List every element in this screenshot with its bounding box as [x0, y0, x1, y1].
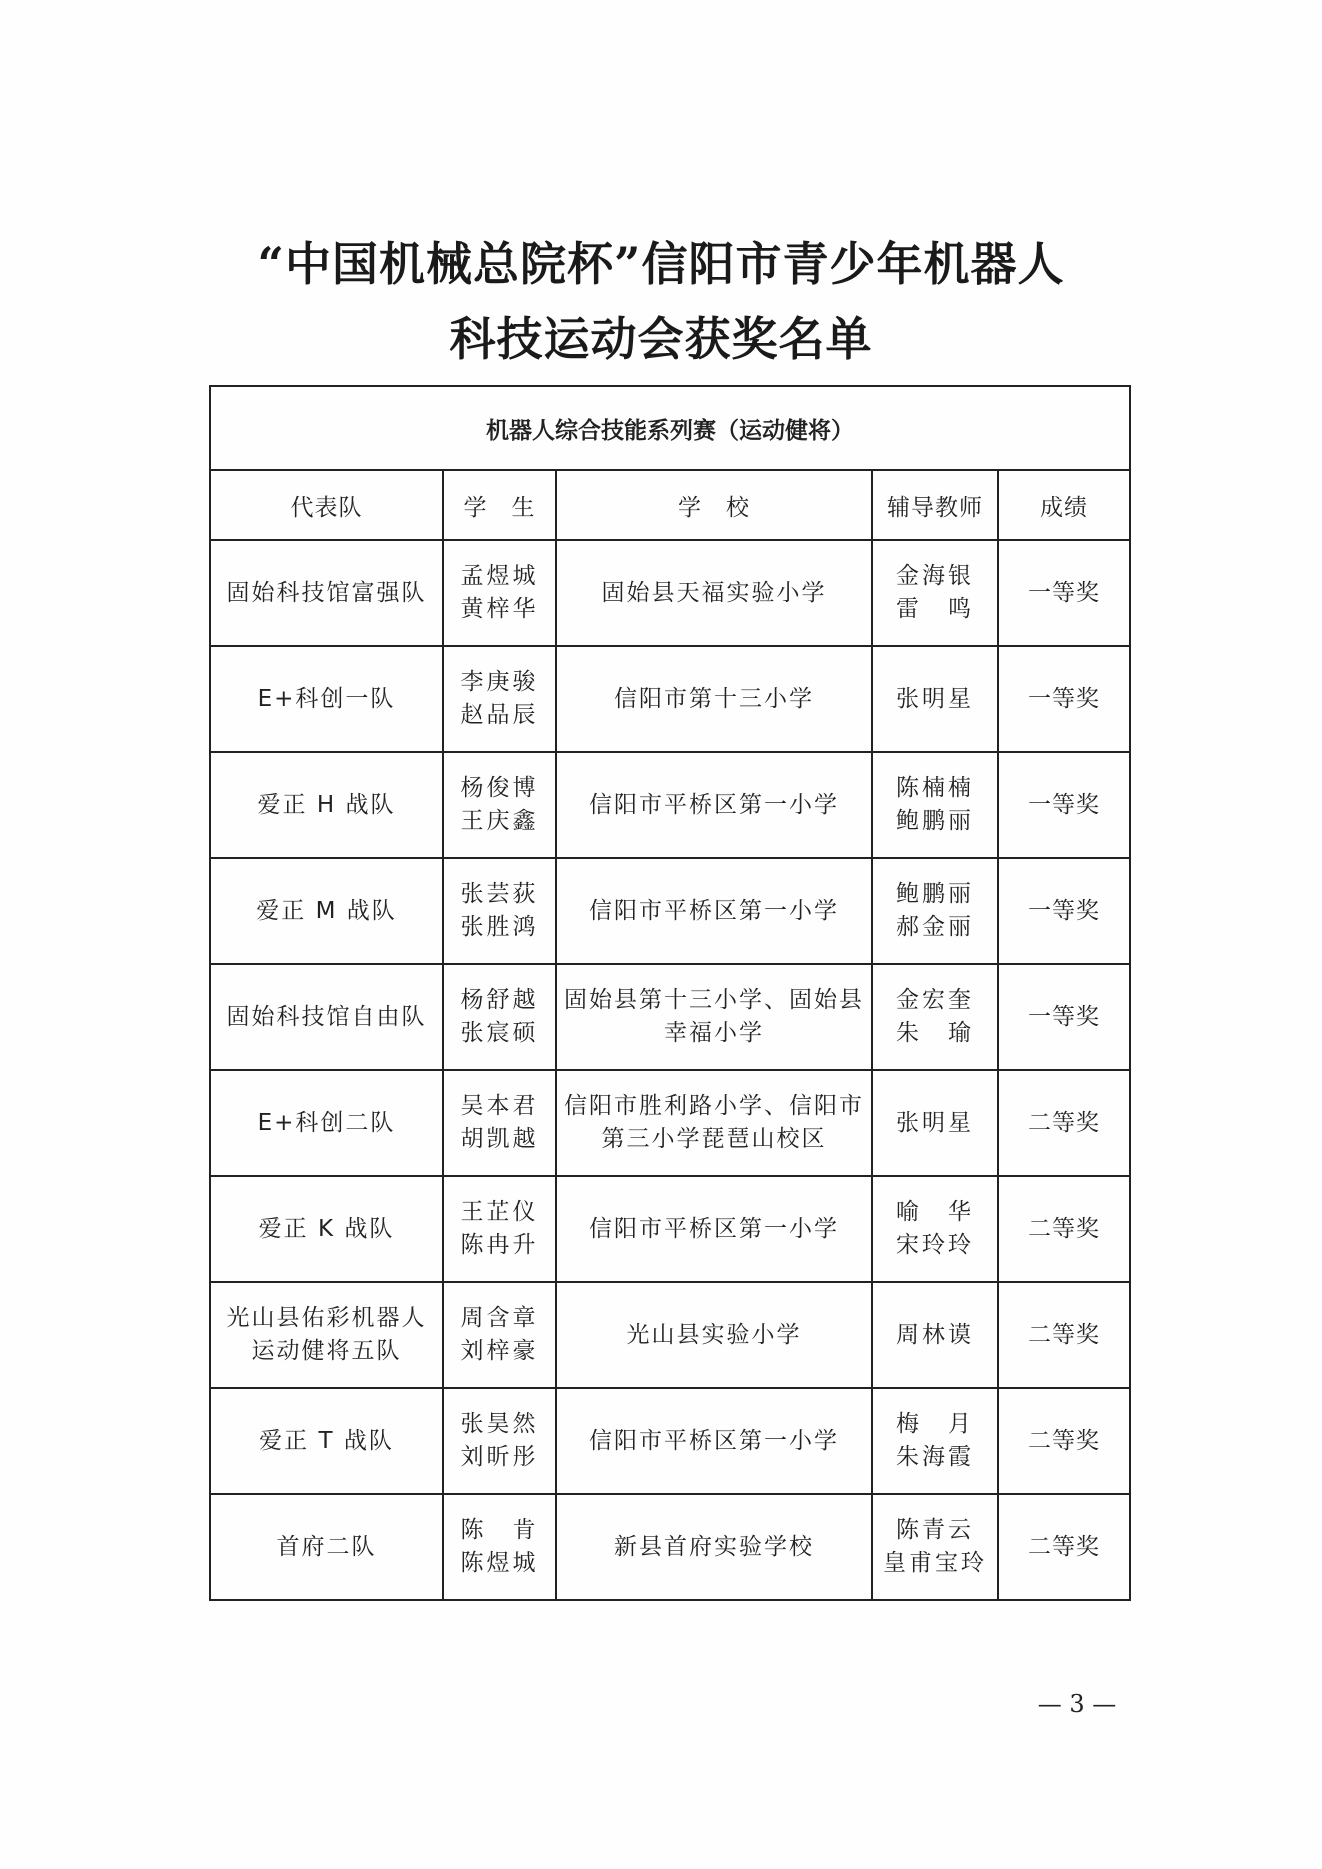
page-number: — 3 — [1037, 1690, 1117, 1718]
teachers-cell-line: 雷 鸣 [896, 596, 974, 622]
school-cell [556, 1282, 872, 1388]
result-cell: 一等奖 [998, 858, 1130, 964]
team-cell [210, 858, 443, 964]
school-cell [556, 1070, 872, 1176]
result-cell: 二等奖 [998, 1176, 1130, 1282]
document-title-line-2: 科技运动会获奖名单 [449, 312, 873, 366]
students-cell [443, 964, 556, 1070]
team-cell-line: 首府二队 [276, 1533, 377, 1560]
teachers-cell-line: 鲍鹏丽 [896, 808, 974, 834]
students-cell-line: 赵品辰 [460, 702, 539, 728]
team-cell [210, 1070, 443, 1176]
school-cell [556, 1494, 872, 1600]
teachers-cell-line: 朱海霞 [896, 1444, 974, 1470]
students-cell-line: 王芷仪 [460, 1199, 539, 1225]
table-row [210, 1070, 1130, 1176]
table-row [210, 646, 1130, 752]
teachers-cell-line: 陈青云 [896, 1517, 974, 1543]
students-cell [443, 1494, 556, 1600]
team-cell-line: 爱正 H 战队 [257, 791, 396, 818]
students-cell [443, 1388, 556, 1494]
students-cell-line: 黄梓华 [460, 596, 539, 622]
table-row [210, 540, 1130, 646]
result-cell: 二等奖 [998, 1494, 1130, 1600]
teachers-cell [872, 964, 998, 1070]
teachers-cell [872, 540, 998, 646]
team-cell [210, 540, 443, 646]
school-cell-line: 光山县实验小学 [626, 1321, 802, 1348]
team-cell [210, 752, 443, 858]
students-cell-line: 刘梓豪 [460, 1338, 539, 1364]
students-cell-line: 吴本君 [460, 1093, 539, 1119]
team-cell [210, 1388, 443, 1494]
students-cell-line: 陈 肯 [460, 1517, 539, 1543]
teachers-cell [872, 1176, 998, 1282]
teachers-cell-line: 金宏奎 [896, 987, 974, 1013]
teachers-cell-line: 张明星 [896, 685, 974, 712]
team-cell [210, 1282, 443, 1388]
students-cell-line: 张宸硕 [460, 1020, 539, 1046]
teachers-cell-line: 陈楠楠 [896, 775, 974, 801]
students-cell-line: 张昊然 [460, 1411, 539, 1437]
table-row [210, 752, 1130, 858]
awards-table [209, 385, 1131, 1601]
school-cell-line: 固始县天福实验小学 [601, 579, 827, 606]
school-cell-line: 幸福小学 [664, 1020, 764, 1046]
result-cell: 一等奖 [998, 752, 1130, 858]
team-cell-line: 光山县佑彩机器人 [226, 1305, 427, 1331]
team-cell-line: 爱正 T 战队 [259, 1427, 394, 1454]
school-cell-line: 新县首府实验学校 [614, 1533, 814, 1560]
result-cell: 二等奖 [998, 1388, 1130, 1494]
students-cell-line: 刘昕彤 [460, 1444, 539, 1470]
awards-table-body [210, 540, 1130, 1600]
team-cell [210, 964, 443, 1070]
team-cell-line: 固始科技馆自由队 [226, 1003, 427, 1030]
column-header-students: 学 生 [443, 470, 556, 540]
result-cell: 二等奖 [998, 1070, 1130, 1176]
teachers-cell-line: 宋玲玲 [896, 1232, 974, 1258]
students-cell-line: 杨俊博 [460, 775, 539, 801]
result-cell: 一等奖 [998, 540, 1130, 646]
students-cell [443, 752, 556, 858]
team-cell-line: 固始科技馆富强队 [226, 579, 427, 606]
teachers-cell-line: 皇甫宝玲 [883, 1550, 987, 1576]
teachers-cell-line: 鲍鹏丽 [896, 881, 974, 907]
column-header-teachers: 辅导教师 [872, 470, 998, 540]
team-cell-line: E+科创一队 [257, 685, 396, 712]
students-cell [443, 1070, 556, 1176]
team-cell-line: E+科创二队 [257, 1109, 396, 1136]
teachers-cell [872, 646, 998, 752]
team-cell-line: 运动健将五队 [251, 1338, 402, 1364]
students-cell-line: 孟煜城 [460, 563, 539, 589]
students-cell-line: 张芸荻 [460, 881, 539, 907]
school-cell-line: 信阳市平桥区第一小学 [589, 897, 839, 924]
students-cell [443, 1176, 556, 1282]
result-cell: 一等奖 [998, 646, 1130, 752]
teachers-cell [872, 752, 998, 858]
team-cell-line: 爱正 M 战队 [256, 897, 397, 924]
students-cell-line: 李庚骏 [460, 669, 539, 695]
result-cell: 二等奖 [998, 1282, 1130, 1388]
teachers-cell-line: 梅 月 [896, 1411, 974, 1437]
teachers-cell-line: 郝金丽 [896, 914, 974, 940]
school-cell-line: 信阳市第十三小学 [614, 685, 814, 712]
school-cell-line: 信阳市平桥区第一小学 [589, 791, 839, 818]
teachers-cell-line: 朱 瑜 [896, 1020, 974, 1046]
table-row [210, 1176, 1130, 1282]
teachers-cell [872, 1070, 998, 1176]
teachers-cell-line: 周林谟 [896, 1321, 974, 1348]
table-row [210, 858, 1130, 964]
students-cell-line: 陈煜城 [460, 1550, 539, 1576]
table-row [210, 1388, 1130, 1494]
school-cell-line: 固始县第十三小学、固始县 [564, 987, 864, 1013]
team-cell [210, 1176, 443, 1282]
school-cell [556, 1176, 872, 1282]
column-header-team: 代表队 [210, 470, 443, 540]
team-cell [210, 1494, 443, 1600]
school-cell [556, 646, 872, 752]
students-cell-line: 张胜鸿 [460, 914, 539, 940]
students-cell-line: 王庆鑫 [460, 808, 539, 834]
column-header-result: 成绩 [998, 470, 1130, 540]
team-cell [210, 646, 443, 752]
teachers-cell-line: 张明星 [896, 1109, 974, 1136]
column-header-school: 学 校 [556, 470, 872, 540]
document-title-line-1: “中国机械总院杯”信阳市青少年机器人 [257, 237, 1065, 291]
teachers-cell [872, 1494, 998, 1600]
students-cell-line: 杨舒越 [460, 987, 539, 1013]
teachers-cell [872, 1282, 998, 1388]
school-cell [556, 752, 872, 858]
school-cell-line: 信阳市胜利路小学、信阳市 [564, 1093, 864, 1119]
school-cell [556, 964, 872, 1070]
table-row [210, 964, 1130, 1070]
school-cell [556, 858, 872, 964]
table-row [210, 1282, 1130, 1388]
students-cell [443, 858, 556, 964]
school-cell-line: 信阳市平桥区第一小学 [589, 1427, 839, 1454]
students-cell-line: 胡凯越 [460, 1126, 539, 1152]
teachers-cell [872, 1388, 998, 1494]
school-cell [556, 540, 872, 646]
students-cell-line: 周含章 [460, 1305, 539, 1331]
school-cell-line: 信阳市平桥区第一小学 [589, 1215, 839, 1242]
students-cell [443, 646, 556, 752]
team-cell-line: 爱正 K 战队 [258, 1215, 395, 1242]
result-cell: 一等奖 [998, 964, 1130, 1070]
table-row [210, 1494, 1130, 1600]
teachers-cell [872, 858, 998, 964]
students-cell [443, 540, 556, 646]
table-caption: 机器人综合技能系列赛（运动健将） [210, 386, 1130, 470]
students-cell [443, 1282, 556, 1388]
school-cell-line: 第三小学琵琶山校区 [601, 1126, 827, 1152]
teachers-cell-line: 喻 华 [896, 1199, 974, 1225]
teachers-cell-line: 金海银 [896, 563, 974, 589]
school-cell [556, 1388, 872, 1494]
students-cell-line: 陈冉升 [460, 1232, 539, 1258]
